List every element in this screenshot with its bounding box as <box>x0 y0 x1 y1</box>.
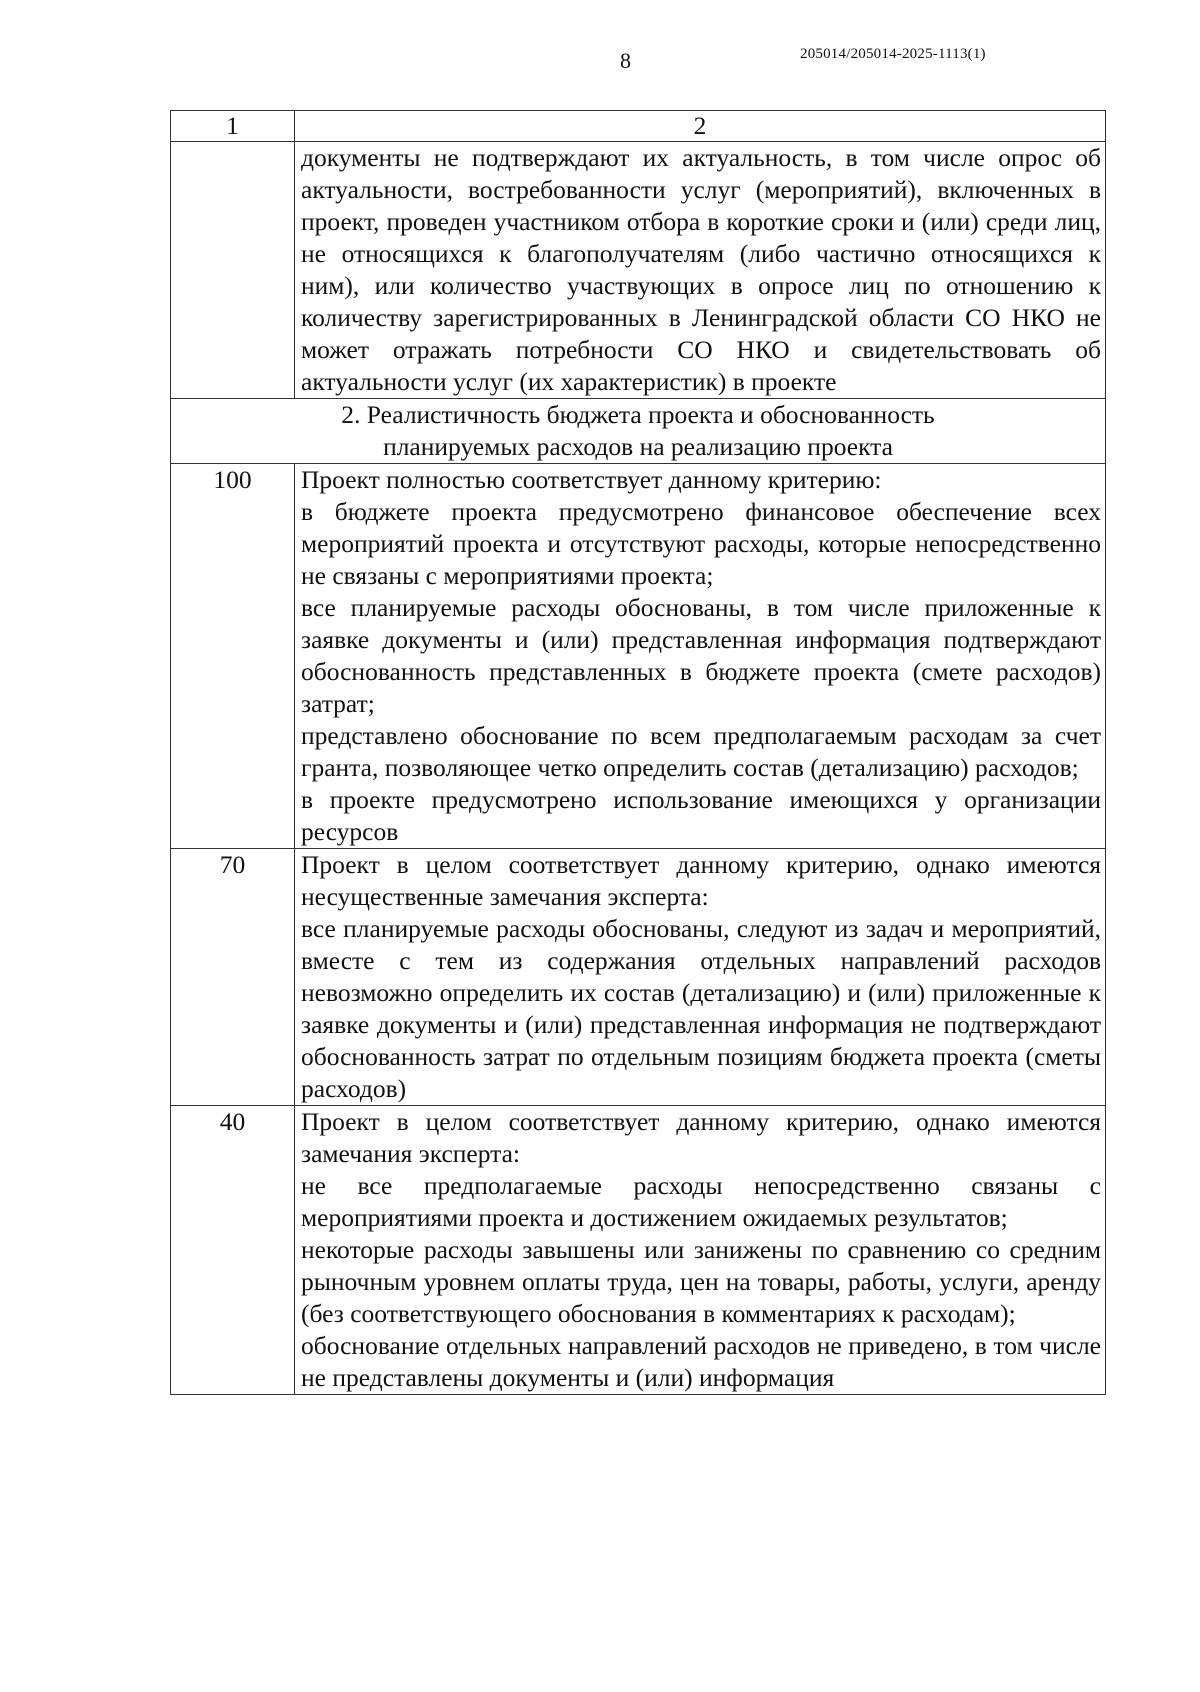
page-number: 8 <box>620 48 631 73</box>
section-title-line-2: планируемых расходов на реализацию проекта <box>383 432 893 461</box>
criterion-text <box>295 464 1106 849</box>
criterion-text <box>295 1106 1106 1395</box>
criterion-paragraph: не все предполагаемые расходы непосредственно связаны с мероприятиями проекта и достижением ожидаемых результатов; <box>301 1171 1101 1232</box>
document-code: 205014/205014-2025-1113(1) <box>800 46 986 62</box>
table-header-row <box>171 111 1106 142</box>
table-row <box>171 464 1106 849</box>
table-row <box>171 1106 1106 1395</box>
criterion-paragraph: документы не подтверждают их актуальность, в том числе опрос об актуальности, востребованности услуг (мероприятий), включенных в проект, проведен участником отбора в короткие сроки и (или) среди лиц, не относящихся к благополучателям (либо частично относящихся к ним), или количество участвующих в опросе лиц по отношению к количеству зарегистрированных в Ленинградской области СО НКО не может отражать потребности СО НКО и свидетельствовать об актуальности услуг (их характеристик) в проекте <box>301 143 1101 396</box>
criterion-paragraph: все планируемые расходы обоснованы, в том числе приложенные к заявке документы и (или) представленная информация подтверждают обоснованность представленных в бюджете проекта (смете расходов) затрат; <box>301 593 1101 718</box>
criterion-paragraph: некоторые расходы завышены или занижены по сравнению со средним рыночным уровнем оплаты труда, цен на товары, работы, услуги, аренду (без соответствующего обоснования в комментариях к расходам); <box>301 1235 1101 1328</box>
score-cell <box>171 142 295 399</box>
score-cell: 40 <box>171 1106 295 1395</box>
criterion-text <box>295 849 1106 1106</box>
criterion-paragraph: обоснование отдельных направлений расходов не приведено, в том числе не представлены документы и (или) информация <box>301 1331 1101 1392</box>
criterion-paragraph: в проекте предусмотрено использование имеющихся у организации ресурсов <box>301 785 1101 846</box>
criterion-paragraph: в бюджете проекта предусмотрено финансовое обеспечение всех мероприятий проекта и отсутствуют расходы, которые непосредственно не связаны с мероприятиями проекта; <box>301 497 1101 590</box>
criteria-table <box>170 110 1106 1395</box>
criterion-paragraph: Проект в целом соответствует данному критерию, однако имеются несущественные замечания эксперта: <box>301 850 1101 911</box>
section-title-line-1: 2. Реалистичность бюджета проекта и обоснованность <box>341 400 935 429</box>
score-cell: 70 <box>171 849 295 1106</box>
criterion-text <box>295 142 1106 399</box>
section-title <box>171 399 1106 464</box>
table-row <box>171 142 1106 399</box>
table-row <box>171 849 1106 1106</box>
criterion-paragraph: Проект полностью соответствует данному критерию: <box>301 465 882 494</box>
score-cell: 100 <box>171 464 295 849</box>
section-row <box>171 399 1106 464</box>
column-1-header: 1 <box>171 111 295 142</box>
criterion-paragraph: представлено обоснование по всем предполагаемым расходам за счет гранта, позволяющее четко определить состав (детализацию) расходов; <box>301 721 1101 782</box>
criterion-paragraph: Проект в целом соответствует данному критерию, однако имеются замечания эксперта: <box>301 1107 1101 1168</box>
column-2-header: 2 <box>295 111 1106 142</box>
criterion-paragraph: все планируемые расходы обоснованы, следуют из задач и мероприятий, вместе с тем из содержания отдельных направлений расходов невозможно определить их состав (детализацию) и (или) приложенные к заявке документы и (или) представленная информация не подтверждают обоснованность затрат по отдельным позициям бюджета проекта (сметы расходов) <box>301 914 1101 1103</box>
